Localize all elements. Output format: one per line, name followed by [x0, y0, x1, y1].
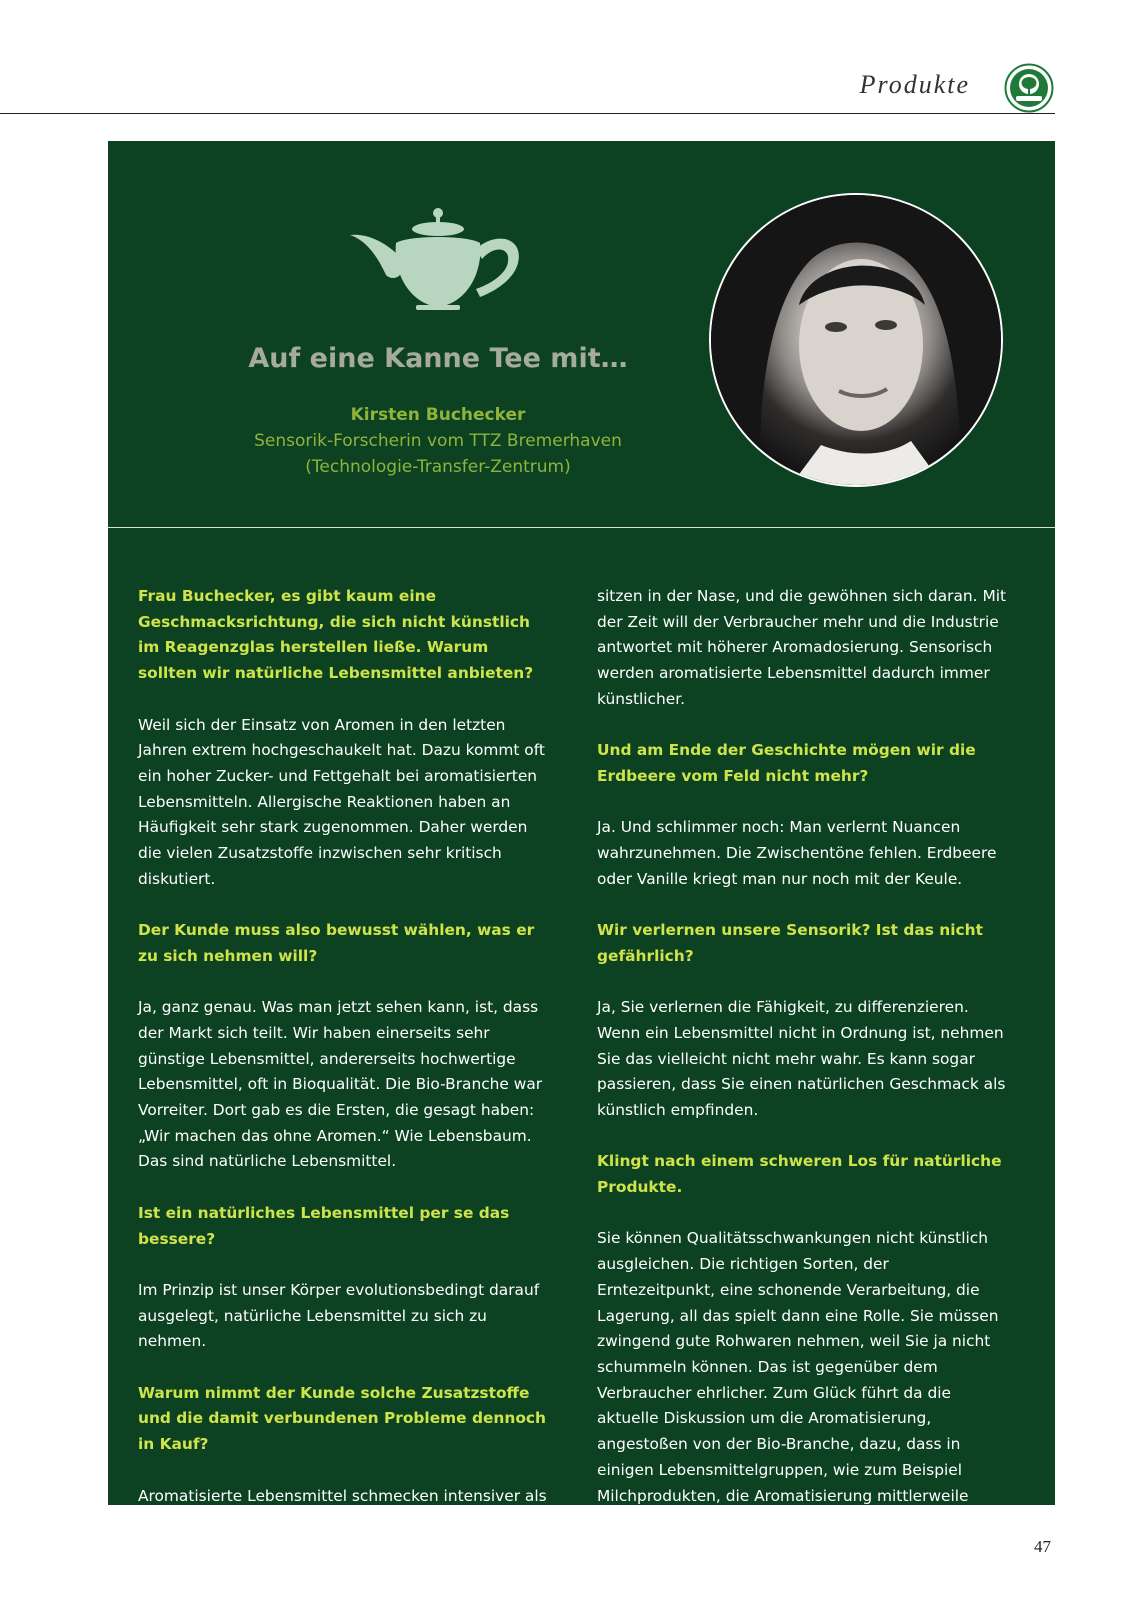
interview-answer: Sie können Qualitätsschwankungen nicht künstlich ausgleichen. Die richtigen Sorten, der Erntezeitpunkt, eine schonende Verarbeitung, die Lagerung, all das spielt dann eine Rolle. Sie müssen zwingend gute Rohwaren nehmen, weil Sie ja nicht schummeln können. Das ist gegenüber dem Verbraucher ehrlicher. Zum Glück führt da die aktuelle Diskussion um die Aromatisierung, angestoßen von der Bio-Branche, dazu, dass in einigen Lebensmittelgruppen, wie zum Beispiel Milchprodukten, die Aromatisierung mittlerweile reduziert oder ganz darauf verzichtet wird.	[597, 1229, 999, 1531]
interview-question: Frau Buchecker, es gibt kaum eine Geschmacksrichtung, die sich nicht künstlich im Reagenzglas herstellen ließe. Warum sollten wir natürliche Lebensmittel anbieten?	[138, 587, 534, 683]
interview-answer: Aromatisierte Lebensmittel schmecken intensiver als natürliche. Die Rezeptoren für die Aromenwahrnehmung	[138, 1486, 547, 1556]
interview-answer: Ja, ganz genau. Was man jetzt sehen kann, ist, dass der Markt sich teilt. Wir haben einerseits sehr günstige Lebensmittel, andererseits hochwertige Lebensmittel, oft in Bioqualität. Die Bio-Branche war Vorreiter. Dort gab es die Ersten, die gesagt haben: „Wir machen das ohne Aromen.“ Wie Lebensbaum. Das sind natürliche Lebensmittel.	[138, 998, 543, 1171]
interview-question: Wir verlernen unsere Sensorik? Ist das nicht gefährlich?	[597, 921, 983, 965]
portrait-photo	[709, 193, 1003, 487]
interview-question: Klingt nach einem schweren Los für natürliche Produkte.	[597, 1152, 1002, 1197]
interview-answer: Weil sich der Einsatz von Aromen in den letzten Jahren extrem hochgeschaukelt hat. Dazu kommt oft ein hoher Zucker- und Fettgehalt bei aromatisierten Lebensmitteln. Allergische Reaktionen haben an Häufigkeit sehr stark zugenommen. Daher werden die vielen Zusatzstoffe inzwischen sehr kritisch diskutiert.	[138, 715, 545, 888]
interview-question: Der Kunde muss also bewusst wählen, was er zu sich nehmen will?	[138, 921, 535, 965]
interview-column-left	[138, 584, 550, 1586]
interview-column-right	[597, 584, 1009, 1561]
page-title: Auf eine Kanne Tee mit…	[248, 343, 628, 374]
lebensbaum-logo-icon	[1004, 63, 1054, 113]
interview-question: Ist ein natürliches Lebensmittel per se das bessere?	[138, 1203, 510, 1248]
header-rule	[0, 113, 1055, 114]
interview-answer: Ja, Sie verlernen die Fähigkeit, zu differenzieren. Wenn ein Lebensmittel nicht in Ordnung ist, nehmen Sie das vielleicht nicht mehr wahr. Es kann sogar passieren, dass Sie einen natürlichen Geschmack als künstlich empfinden.	[597, 998, 1006, 1119]
interviewee-organization: (Technologie-Transfer-Zentrum)	[305, 457, 571, 477]
interviewee-role: Sensorik-Forscherin vom TTZ Bremerhaven	[254, 431, 622, 451]
interviewee-name: Kirsten Buchecker	[350, 405, 526, 425]
interview-answer: sitzen in der Nase, und die gewöhnen sich daran. Mit der Zeit will der Verbraucher mehr und die Industrie antwortet mit höherer Aromadosierung. Sensorisch werden aromatisierte Lebensmittel dadurch immer künstlicher.	[597, 587, 1007, 708]
interview-question: Und am Ende der Geschichte mögen wir die Erdbeere vom Feld nicht mehr?	[597, 741, 976, 785]
teapot-icon	[348, 205, 528, 315]
interview-answer: Im Prinzip ist unser Körper evolutionsbedingt darauf ausgelegt, natürliche Lebensmittel zu sich zu nehmen.	[138, 1280, 540, 1351]
interview-question: Warum nimmt der Kunde solche Zusatzstoffe und die damit verbundenen Probleme dennoch in Kauf?	[138, 1383, 546, 1454]
page-number: 47	[1034, 1537, 1051, 1556]
section-title: Produkte	[859, 70, 970, 99]
interview-answer: Ja. Und schlimmer noch: Man verlernt Nuancen wahrzunehmen. Die Zwischentöne fehlen. Erdbeere oder Vanille kriegt man nur noch mit der Keule.	[597, 818, 997, 888]
panel-divider	[108, 527, 1055, 528]
